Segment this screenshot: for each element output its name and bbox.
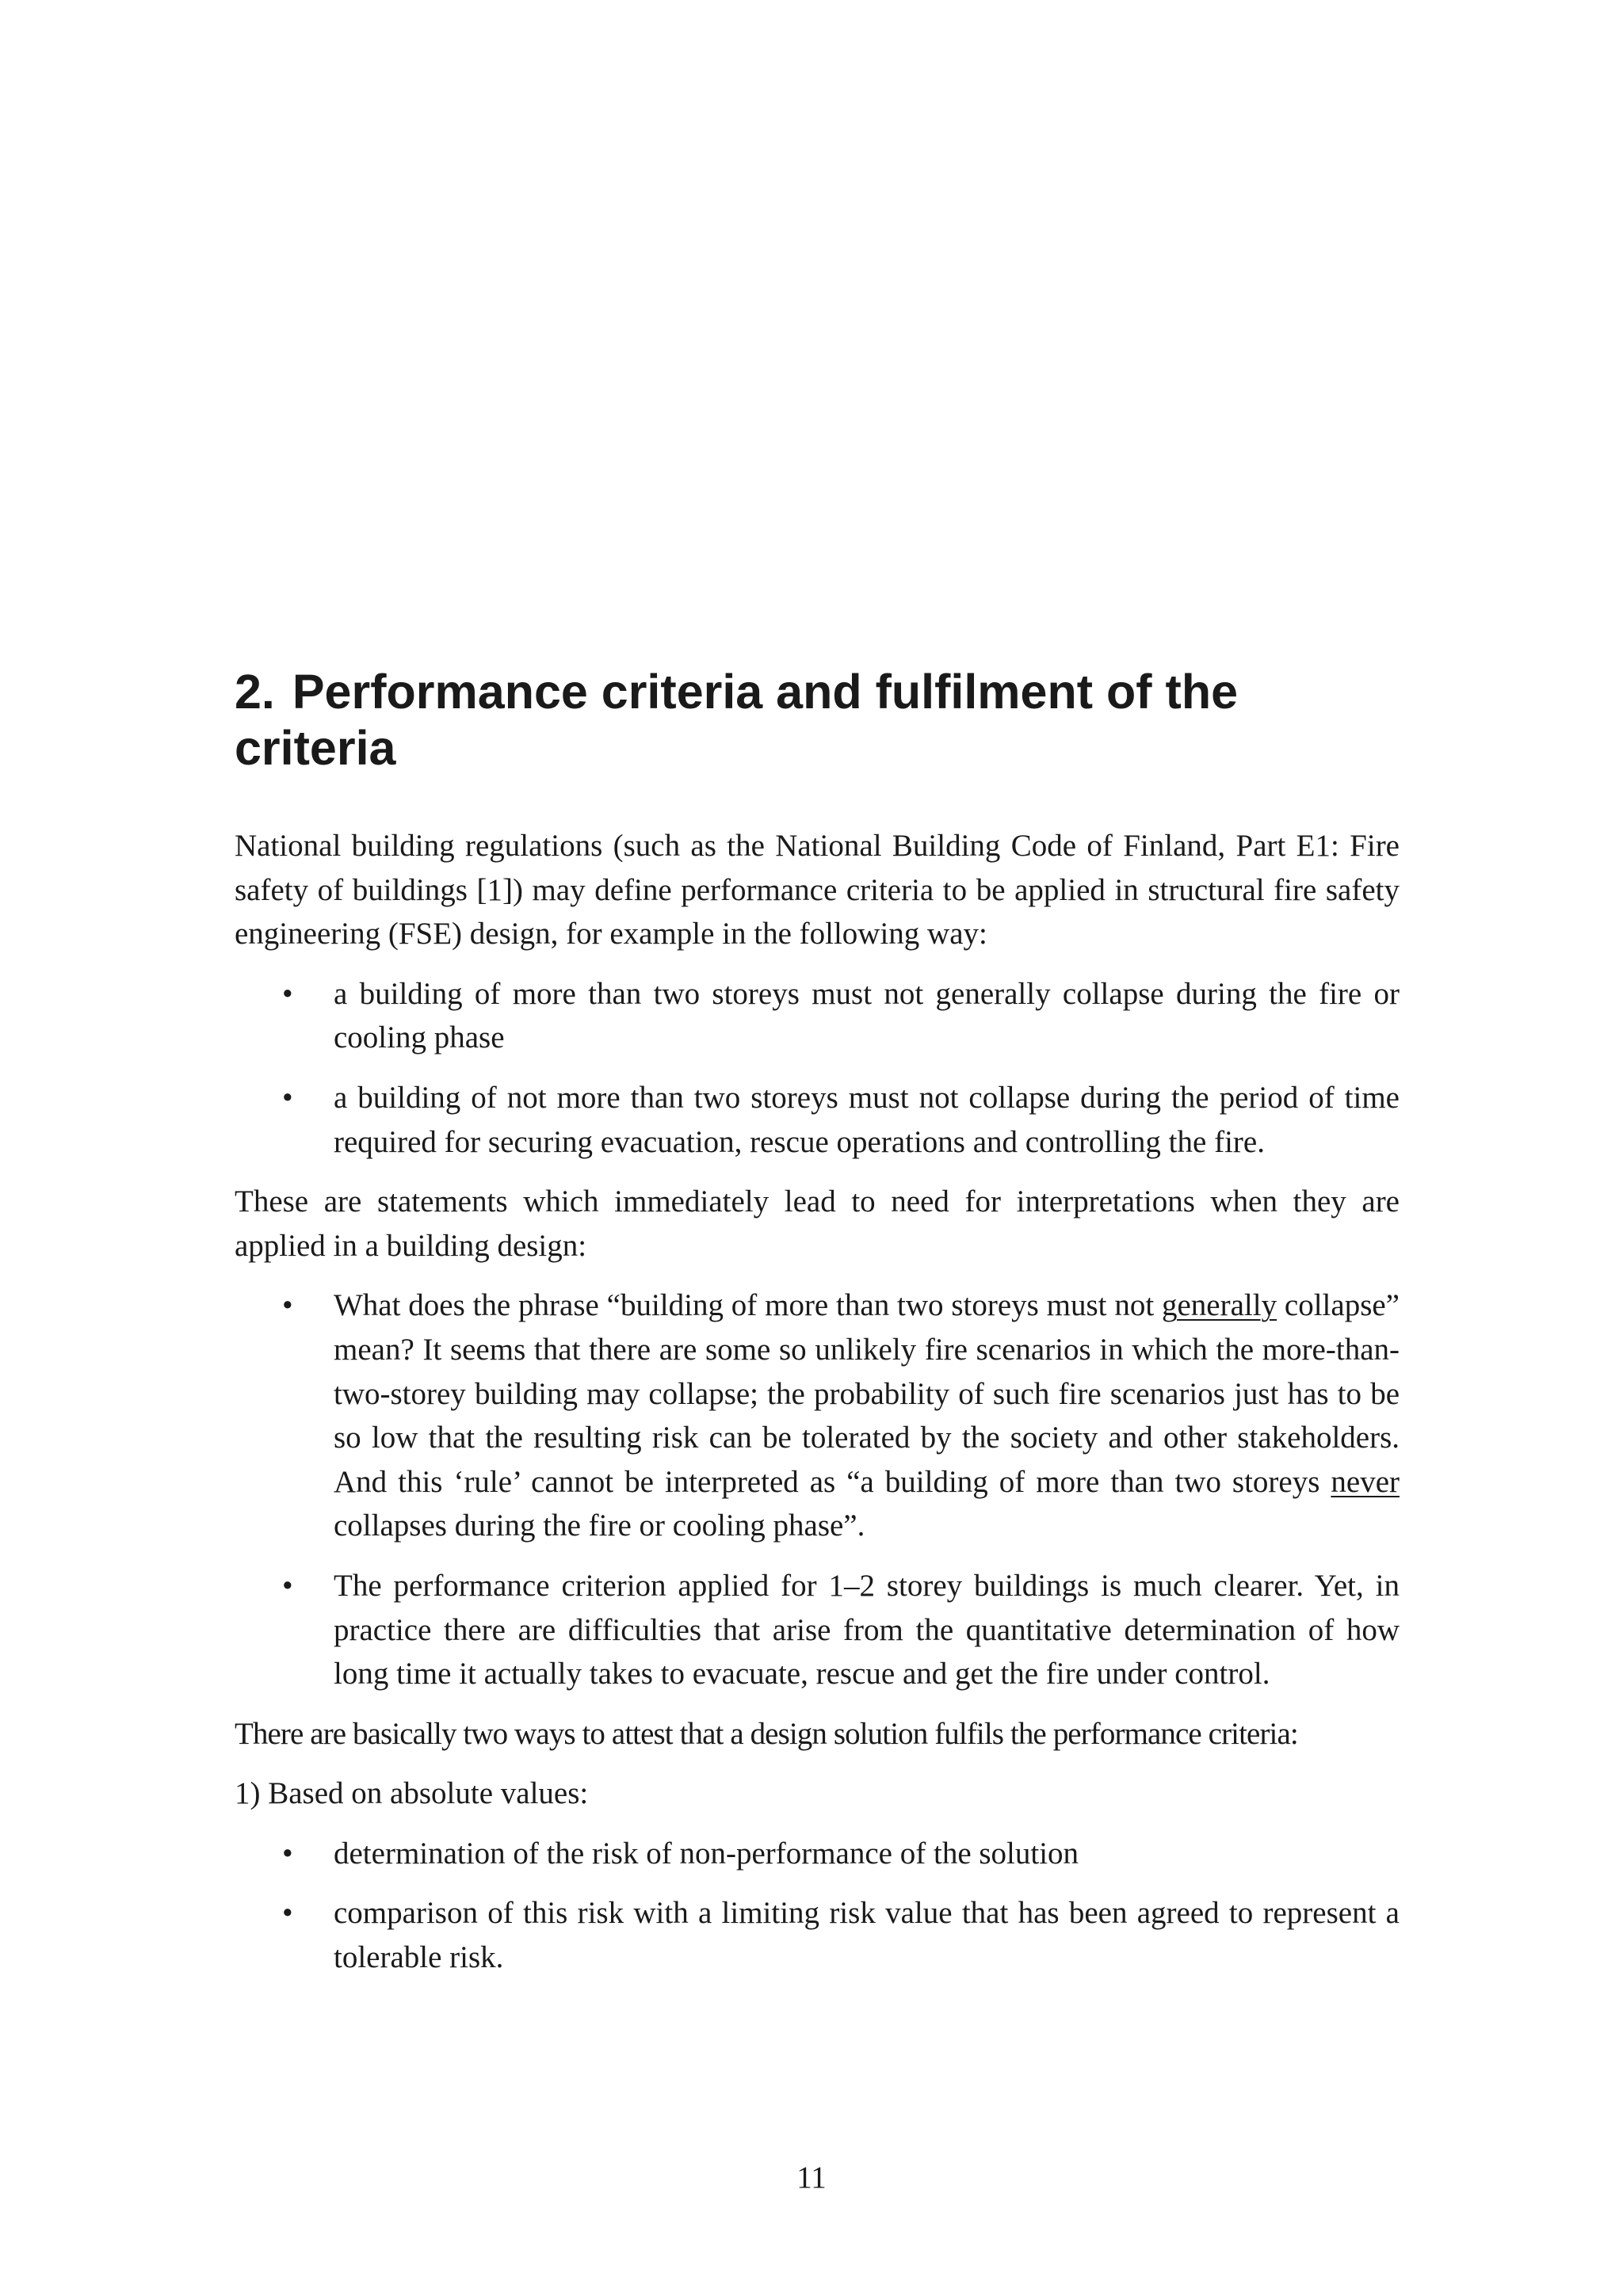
absolute-values-paragraph: 1) Based on absolute values:: [235, 1776, 589, 1811]
bullet-icon: •: [282, 1288, 293, 1323]
intro-paragraph: National building regulations (such as the National Building Code of Finland, Part E1: Fire safety of buildings [1]) may define performance criteria to be applied in structural fire safety engineering (FSE) design, for example in the following way:: [235, 829, 1400, 952]
list-item: [235, 1832, 1400, 1876]
list-item-text: a building of not more than two storeys must not collapse during the period of time required for securing evacuation, rescue operations and controlling the fire.: [334, 1080, 1400, 1159]
list-item-text: comparison of this risk with a limiting risk value that has been agreed to represent a tolerable risk.: [334, 1896, 1400, 1975]
underlined-word: never: [1331, 1464, 1400, 1499]
bullet-icon: •: [282, 1568, 293, 1603]
interpretation-list: [235, 1283, 1400, 1695]
interpretations-paragraph: These are statements which immediately lead to need for interpretations when they are applied in a building design:: [235, 1184, 1400, 1263]
bullet-icon: •: [282, 1896, 293, 1931]
list-item: [235, 1564, 1400, 1696]
bullet-icon: •: [282, 976, 293, 1011]
bullet-icon: •: [282, 1080, 293, 1115]
text-run: collapse” mean? It seems that there are some so unlikely fire scenarios in which the more-than-two-storey building may collapse; the probability of such fire scenarios just has to be so low that the resulting risk can be tolerated by the society and other stakeholders. And this ‘rule’ cannot be interpreted as “a building of more than two storeys: [334, 1288, 1400, 1499]
two-ways-paragraph: There are basically two ways to attest that a design solution fulfils the performance criteria:: [235, 1716, 1298, 1751]
list-item-text: determination of the risk of non-performance of the solution: [334, 1836, 1079, 1871]
list-item: [235, 1076, 1400, 1164]
list-item-text: a building of more than two storeys must not generally collapse during the fire or cooling phase: [334, 976, 1400, 1055]
section-title: Performance criteria and fulfilment of the criteria: [235, 665, 1239, 775]
list-item: [235, 972, 1400, 1060]
absolute-list: [235, 1832, 1400, 1980]
page-number: 11: [796, 2161, 827, 2195]
list-item-text: The performance criterion applied for 1–2 storey buildings is much clearer. Yet, in practice there are difficulties that arise from the quantitative determination of how long time it actually takes to evacuate, rescue and get the fire under control.: [334, 1568, 1400, 1691]
bullet-icon: •: [282, 1836, 293, 1871]
underlined-word: generally: [1161, 1288, 1277, 1323]
list-item-text: [334, 1288, 1400, 1543]
criteria-list: [235, 972, 1400, 1164]
list-item: [235, 1891, 1400, 1979]
list-item: [235, 1283, 1400, 1548]
section-number: 2.: [235, 665, 275, 719]
body-text: [235, 824, 1400, 1996]
text-run: collapses during the fire or cooling phase”.: [334, 1508, 865, 1543]
text-run: What does the phrase “building of more than two storeys must not: [334, 1288, 1162, 1323]
section-heading: [235, 664, 1407, 776]
